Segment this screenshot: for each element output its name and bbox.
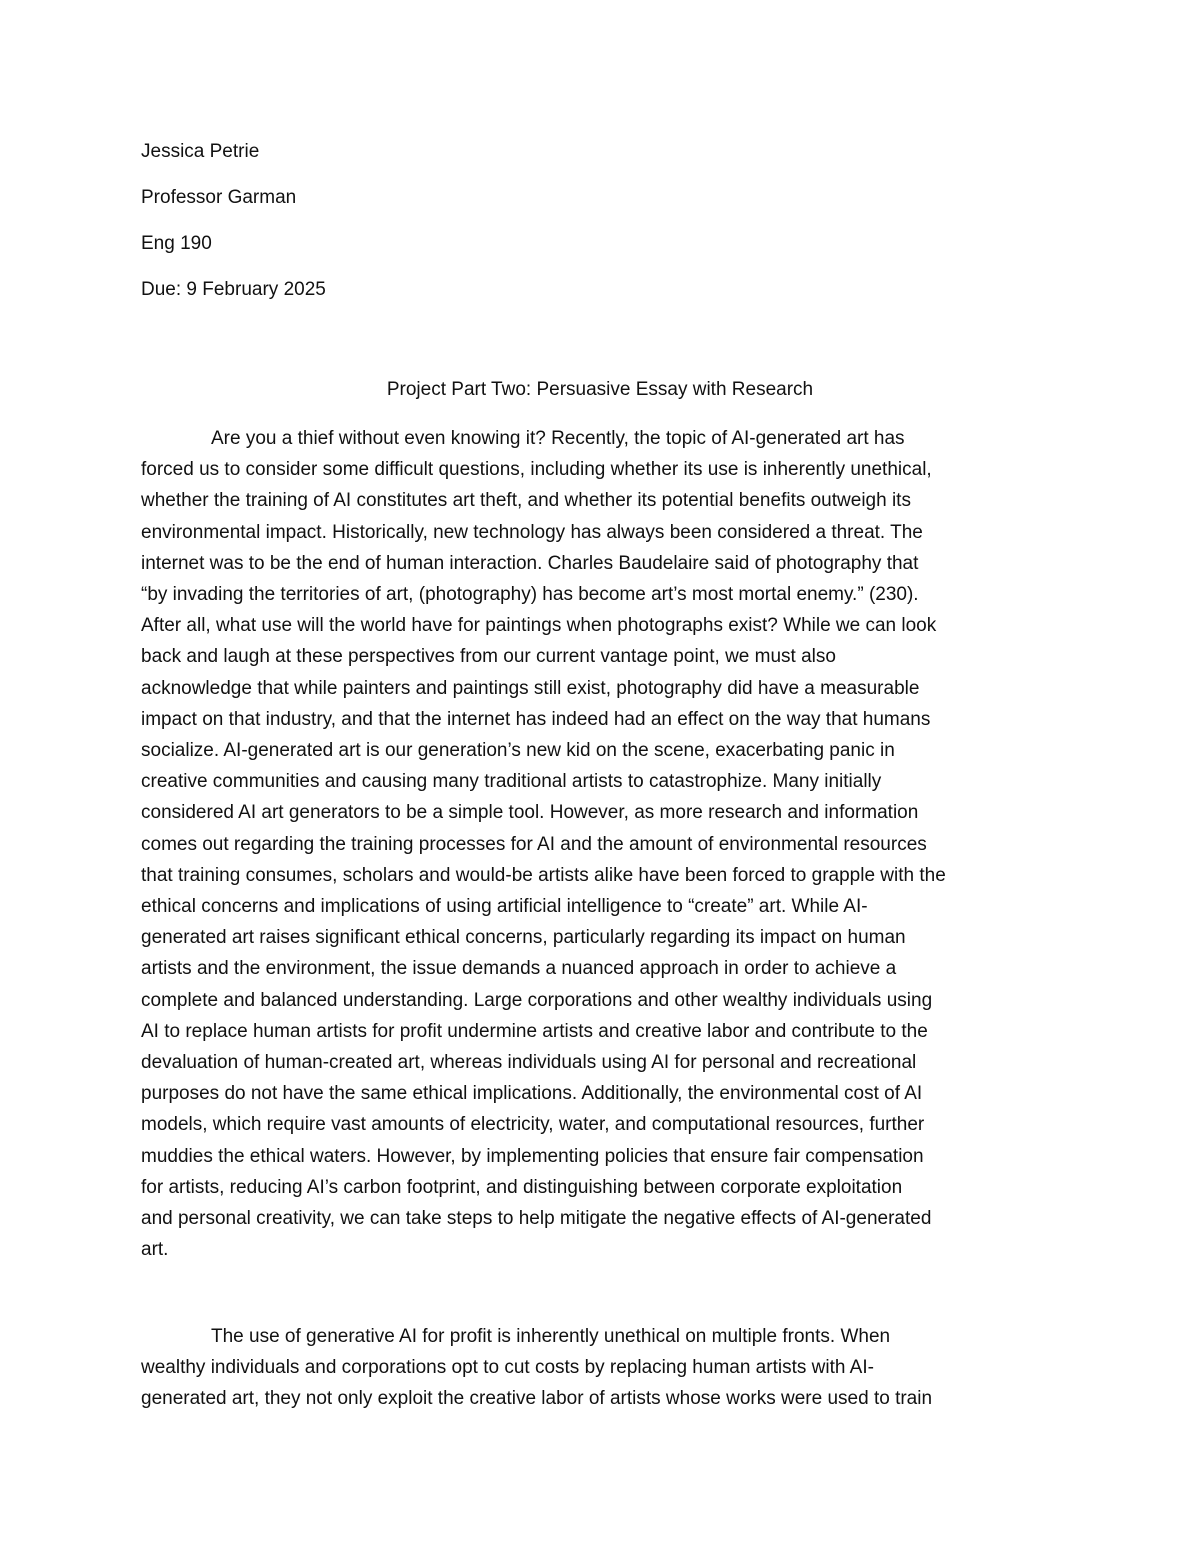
paragraph-line: complete and balanced understanding. Large corporations and other wealthy individuals using — [141, 989, 933, 1011]
paragraph-line: wealthy individuals and corporations opt to cut costs by replacing human artists with AI- — [141, 1357, 874, 1379]
paragraph-line: forced us to consider some difficult questions, including whether its use is inherently unethical, — [141, 459, 932, 481]
paragraph-line: whether the training of AI constitutes art theft, and whether its potential benefits outweigh its — [141, 490, 911, 512]
paragraph-line: and personal creativity, we can take steps to help mitigate the negative effects of AI-generated — [141, 1208, 932, 1230]
paragraph-line: environmental impact. Historically, new technology has always been considered a threat. The — [141, 521, 923, 543]
paragraph-line: AI to replace human artists for profit undermine artists and creative labor and contribute to the — [141, 1020, 928, 1042]
paragraph-line: models, which require vast amounts of electricity, water, and computational resources, further — [141, 1114, 925, 1136]
paragraph-introduction — [141, 423, 1059, 1265]
paragraph-line: for artists, reducing AI’s carbon footprint, and distinguishing between corporate exploitation — [141, 1176, 903, 1198]
paragraph-line: After all, what use will the world have for paintings when photographs exist? While we can look — [141, 615, 937, 637]
course-name: Eng 190 — [141, 233, 212, 254]
paragraph-line: impact on that industry, and that the internet has indeed had an effect on the way that humans — [141, 708, 931, 730]
paragraph-line: generated art raises significant ethical concerns, particularly regarding its impact on human — [141, 927, 906, 949]
paragraph-line: artists and the environment, the issue demands a nuanced approach in order to achieve a — [141, 958, 897, 980]
paragraph-line: purposes do not have the same ethical implications. Additionally, the environmental cost of AI — [141, 1083, 923, 1105]
paragraph-line: that training consumes, scholars and would-be artists alike have been forced to grapple with the — [141, 864, 946, 886]
due-date: Due: 9 February 2025 — [141, 279, 326, 300]
paragraph-line: comes out regarding the training processes for AI and the amount of environmental resources — [141, 833, 927, 855]
essay-title: Project Part Two: Persuasive Essay with Research — [386, 379, 814, 400]
professor-name: Professor Garman — [141, 187, 297, 208]
paragraph-line: Are you a thief without even knowing it? Recently, the topic of AI-generated art has — [211, 428, 905, 449]
paragraph-line: creative communities and causing many traditional artists to catastrophize. Many initially — [141, 771, 882, 793]
paragraph-line: ethical concerns and implications of using artificial intelligence to “create” art. While AI- — [141, 896, 868, 918]
heading-block — [141, 140, 1041, 324]
paragraph-line: devaluation of human-created art, whereas individuals using AI for personal and recreational — [141, 1052, 917, 1074]
paragraph-line: The use of generative AI for profit is inherently unethical on multiple fronts. When — [211, 1326, 891, 1347]
paragraph-line: muddies the ethical waters. However, by implementing policies that ensure fair compensation — [141, 1145, 924, 1167]
paragraph-line: socialize. AI-generated art is our generation’s new kid on the scene, exacerbating panic in — [141, 740, 895, 762]
paragraph-line: internet was to be the end of human interaction. Charles Baudelaire said of photography that — [141, 552, 919, 574]
paragraph-line: “by invading the territories of art, (photography) has become art’s most mortal enemy.” (230). — [141, 584, 919, 606]
paragraph-line: considered AI art generators to be a simple tool. However, as more research and information — [141, 802, 919, 824]
paragraph-body-one — [141, 1321, 1059, 1415]
paragraph-line: acknowledge that while painters and paintings still exist, photography did have a measurable — [141, 677, 920, 699]
student-name: Jessica Petrie — [141, 141, 260, 162]
paragraph-line: generated art, they not only exploit the creative labor of artists whose works were used to train — [141, 1388, 933, 1410]
paragraph-line: art. — [141, 1239, 169, 1261]
paragraph-line: back and laugh at these perspectives from our current vantage point, we must also — [141, 646, 836, 668]
